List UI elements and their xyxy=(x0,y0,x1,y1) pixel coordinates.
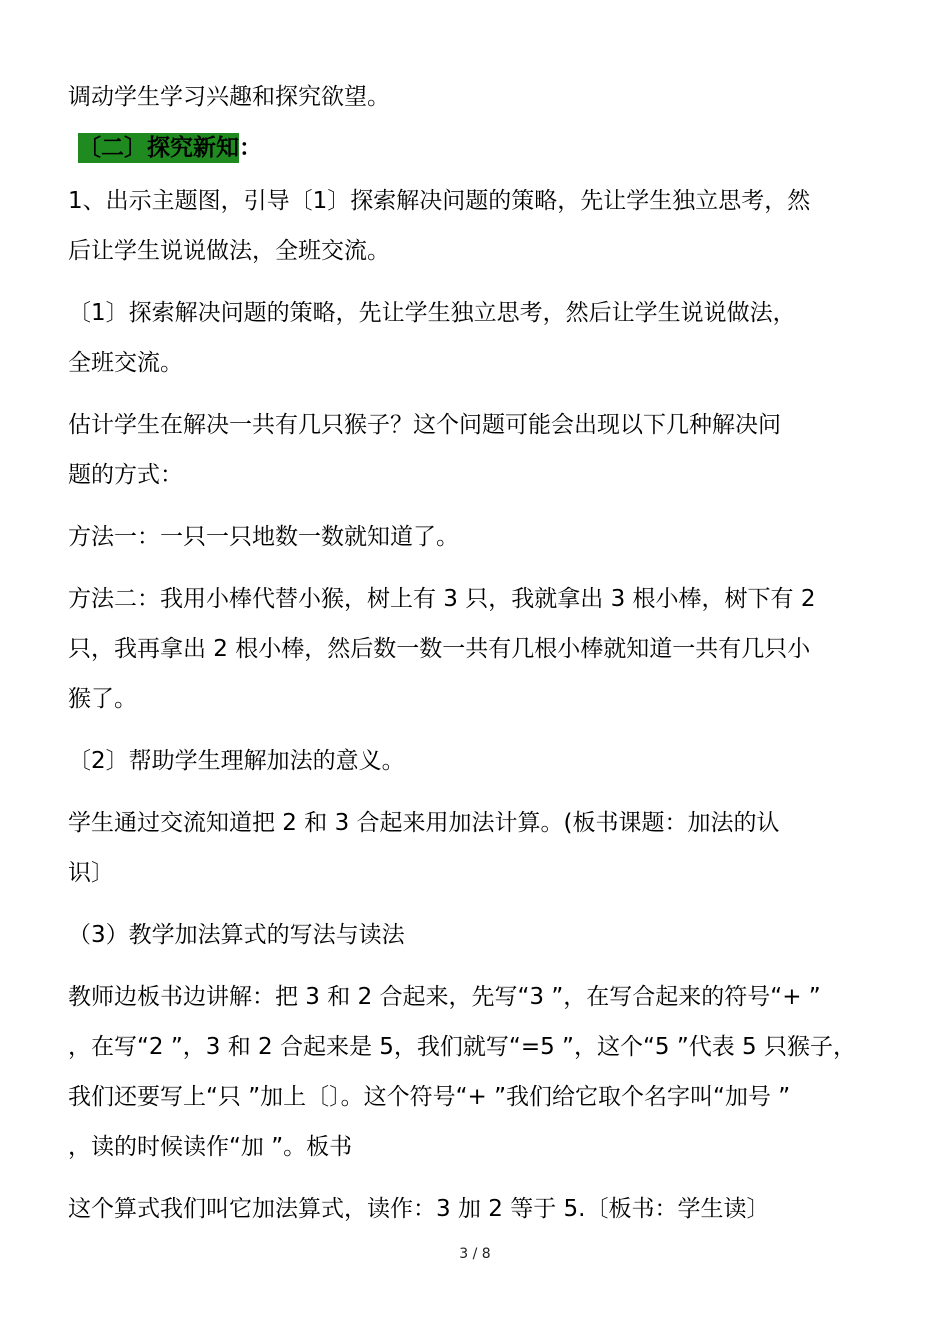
text-line-17: ，在写“2 ”，3 和 2 合起来是 5，我们就写“=5 ”，这个“5 ”代表 5 只猴子， xyxy=(68,1034,856,1060)
text-line-13: 学生通过交流知道把 2 和 3 合起来用加法计算。(板书课题：加法的认 xyxy=(68,810,780,836)
text-line-15: （3）教学加法算式的写法与读法 xyxy=(68,922,405,948)
text-line-7: 题的方式： xyxy=(68,462,183,488)
page-number: 3 / 8 xyxy=(459,1246,491,1262)
text-line-4: 〔1〕探索解决问题的策略，先让学生独立思考，然后让学生说说做法， xyxy=(68,300,796,326)
text-line-3: 后让学生说说做法，全班交流。 xyxy=(68,238,390,264)
text-line-1: 调动学生学习兴趣和探究欲望。 xyxy=(68,84,390,110)
text-line-8: 方法一：一只一只地数一数就知道了。 xyxy=(68,524,459,550)
text-line-12: 〔2〕帮助学生理解加法的意义。 xyxy=(68,748,405,774)
text-line-10: 只，我再拿出 2 根小棒，然后数一数一共有几根小棒就知道一共有几只小 xyxy=(68,636,811,662)
text-line-20: 这个算式我们叫它加法算式，读作：3 加 2 等于 5.〔板书：学生读〕 xyxy=(68,1196,770,1222)
text-line-11: 猴了。 xyxy=(68,686,137,712)
text-line-16: 教师边板书边讲解：把 3 和 2 合起来，先写“3 ”，在写合起来的符号“+ ” xyxy=(68,984,821,1010)
text-line-2: 1、出示主题图，引导〔1〕探索解决问题的策略，先让学生独立思考，然 xyxy=(68,188,811,214)
text-line-9: 方法二：我用小棒代替小猴，树上有 3 只，我就拿出 3 根小棒，树下有 2 xyxy=(68,586,816,612)
section-heading-highlight: 〔二〕探究新知 xyxy=(78,135,239,161)
text-line-6: 估计学生在解决一共有几只猴子？这个问题可能会出现以下几种解决问 xyxy=(68,412,781,438)
text-line-5: 全班交流。 xyxy=(68,350,183,376)
text-line-14: 识〕 xyxy=(68,860,114,886)
section-heading xyxy=(78,133,262,163)
text-line-19: ，读的时候读作“加 ”。板书 xyxy=(68,1134,353,1160)
section-heading-suffix: ： xyxy=(239,135,262,161)
text-line-18: 我们还要写上“只 ”加上〔〕。这个符号“+ ”我们给它取个名字叫“加号 ” xyxy=(68,1084,791,1110)
